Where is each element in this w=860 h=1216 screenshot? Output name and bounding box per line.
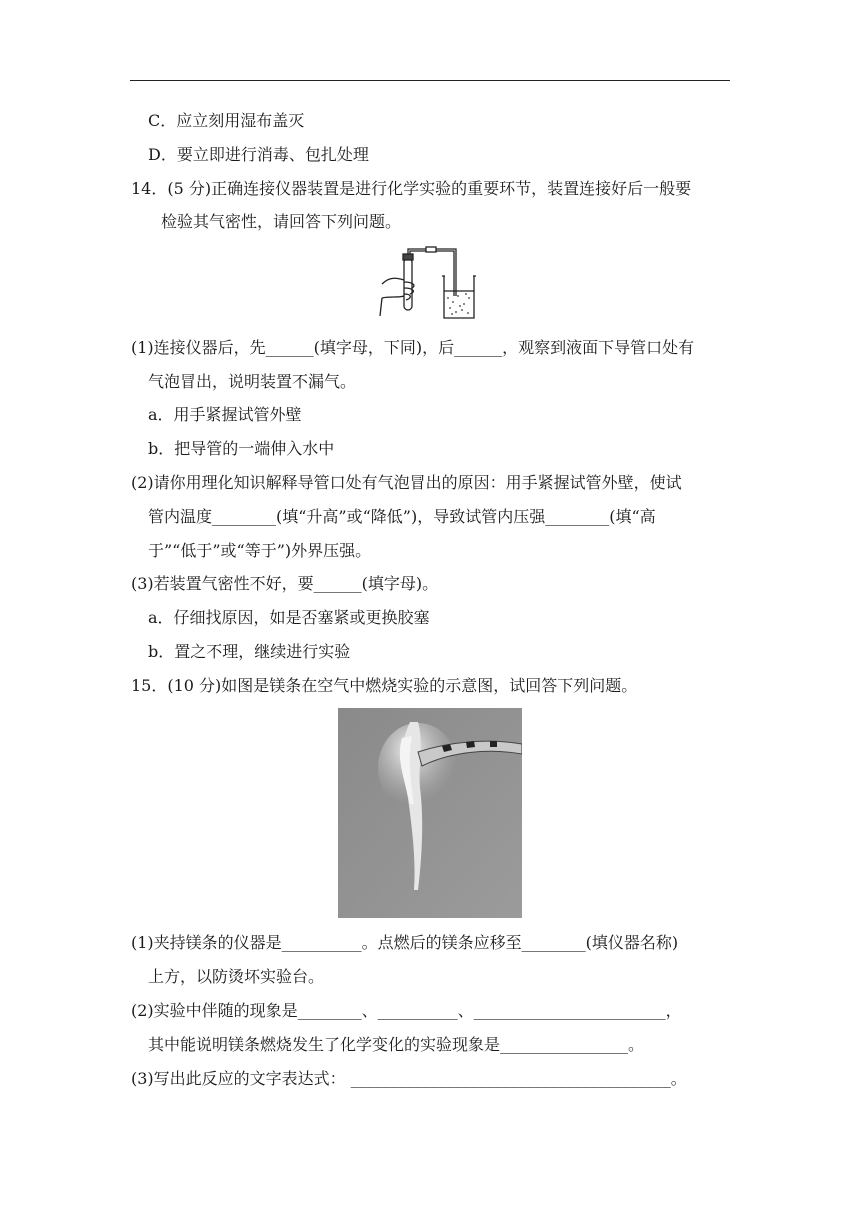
q14-part2-line2: 管内温度________(填“升高”或“降低”)，导致试管内压强________(填“高 [148,507,656,526]
q15-part3-line1: (3)写出此反应的文字表达式： ________________________________________。 [131,1069,687,1088]
q14-part3-option-b: b．置之不理，继续进行实验 [148,642,351,661]
q15-part1-line1: (1)夹持镁条的仪器是__________。点燃后的镁条应移至________(填仪器名称) [131,933,679,952]
q14-part1-line2: 气泡冒出，说明装置不漏气。 [148,372,357,391]
magnesium-burning-photo [338,708,522,918]
q14-part3-option-a: a．仔细找原因，如是否塞紧或更换胶塞 [148,608,430,627]
q15-part2-line2: 其中能说明镁条燃烧发生了化学变化的实验现象是________________。 [148,1035,645,1054]
option-d: D．要立即进行消毒、包扎处理 [148,145,369,164]
q15-part2-line1: (2)实验中伴随的现象是________、__________、________________________， [131,1001,682,1020]
question-15: 15．(10 分)如图是镁条在空气中燃烧实验的示意图，试回答下列问题。 [131,676,638,695]
q14-part1-option-a: a．用手紧握试管外壁 [148,405,302,424]
q14-part2-line1: (2)请你用理化知识解释导管口处有气泡冒出的原因：用手紧握试管外壁，使试 [131,473,682,492]
q14-part1-line1: (1)连接仪器后，先______(填字母，下同)，后______，观察到液面下导管口处有 [131,338,695,357]
header-rule [130,80,730,81]
option-c: C．应立刻用湿布盖灭 [148,111,305,130]
airtightness-apparatus-figure [378,246,478,322]
question-14-line1: 14．(5 分)正确连接仪器装置是进行化学实验的重要环节，装置连接好后一般要 [131,179,692,198]
q14-part3-line1: (3)若装置气密性不好，要______(填字母)。 [131,574,439,593]
q14-part2-line3: 于”“低于”或“等于”)外界压强。 [148,541,372,560]
q15-part1-line2: 上方，以防烫坏实验台。 [148,967,325,986]
q14-part1-option-b: b．把导管的一端伸入水中 [148,439,335,458]
question-14-line2: 检验其气密性，请回答下列问题。 [161,212,402,231]
